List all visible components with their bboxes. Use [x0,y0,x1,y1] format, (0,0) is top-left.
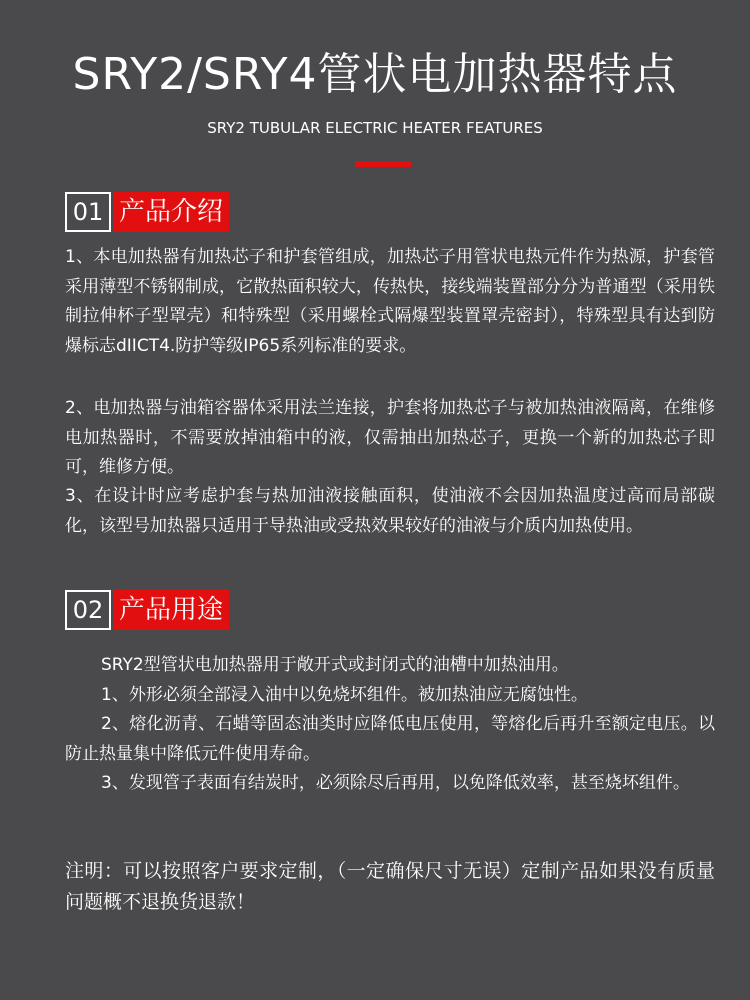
usage-paragraph-intro: SRY2型管状电加热器用于敞开式或封闭式的油槽中加热油用。 [101,655,569,675]
section-number: 01 [65,192,111,232]
section-label: 产品用途 [113,590,229,630]
usage-paragraph-1: 1、外形必须全部浸入油中以免烧坏组件。被加热油应无腐蚀性。 [101,685,588,705]
section-heading-product-usage [65,590,229,630]
intro-paragraph-3: 3、在设计时应考虑护套与热加油液接触面积，使油液不会因加热温度过高而局部碳化，该型号加热器只适用于导热油或受热效果较好的油液与介质内加热使用。 [65,486,715,536]
intro-paragraph-1: 1、本电加热器有加热芯子和护套管组成，加热芯子用管状电热元件作为热源，护套管采用薄型不锈钢制成，它散热面积较大，传热快，接线端装置部分分为普通型（采用铁制拉伸杯子型罩壳）和特殊型（采用螺栓式隔爆型装置罩壳密封），特殊型具有达到防爆标志dIICT4.防护等级IP65系列标准的要求。 [65,247,715,356]
usage-paragraph-2: 2、熔化沥青、石蜡等固态油类时应降低电压使用，等熔化后再升至额定电压。以防止热量集中降低元件使用寿命。 [65,714,715,764]
custom-order-note: 注明：可以按照客户要求定制，（一定确保尺寸无误）定制产品如果没有质量问题概不退换货退款！ [65,860,715,913]
usage-paragraph-3: 3、发现管子表面有结炭时，必须除尽后再用，以免降低效率，甚至烧坏组件。 [101,773,690,793]
section-label: 产品介绍 [113,192,229,232]
section-number: 02 [65,590,111,630]
page-title: SRY2/SRY4管状电加热器特点 [72,49,678,100]
section-heading-product-intro [65,192,229,232]
page-subtitle: SRY2 TUBULAR ELECTRIC HEATER FEATURES [207,119,543,137]
title-divider-bar [355,161,411,167]
intro-paragraph-2: 2、电加热器与油箱容器体采用法兰连接，护套将加热芯子与被加热油液隔离，在维修电加热器时，不需要放掉油箱中的液，仅需抽出加热芯子，更换一个新的加热芯子即可，维修方便。 [65,398,715,477]
